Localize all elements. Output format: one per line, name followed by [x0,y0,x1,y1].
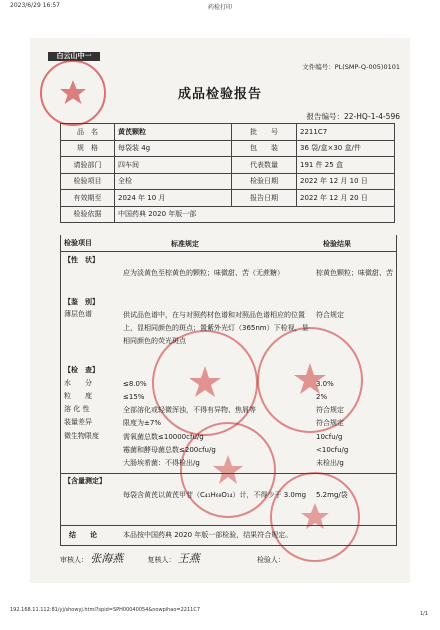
test-date-label: 检验日期 [232,173,297,190]
col-std-header: 标准规定 [171,240,199,248]
checker-signature: 王燕 [177,552,200,565]
micro-std: 大肠埃希菌：不得检出/g [123,459,200,467]
conclusion-text: 本品按中国药典 2020 年版一部检验，结果符合规定。 [123,531,293,539]
conclusion-label: 结 论 [69,531,97,539]
dept-value: 四车间 [115,157,232,174]
items-value: 全检 [115,173,232,190]
check-result: 2% [316,393,328,401]
check-item: 粒 度 [64,392,92,400]
micro-result: <10cfu/g [316,446,349,454]
conclusion-row [60,525,397,546]
check-result: 3.0% [316,380,334,388]
product-value: 黄芪颗粒 [115,124,232,141]
report-date-label: 报告日期 [232,190,297,207]
browser-datetime: 2023/6/29 16:57 [10,2,60,9]
pack-label: 包 装 [232,140,297,157]
expiry-value: 2024 年 10 月 [115,190,232,207]
check-std: ≤8.0% [123,380,147,388]
appearance-std: 应为淡黄色至棕黄色的颗粒；味微甜、苦（无蔗糖） [123,269,284,277]
assay-result: 5.2mg/袋 [316,491,348,499]
qty-label: 代表数量 [232,157,297,174]
pack-value: 36 袋/盒×30 盒/件 [297,140,395,157]
signature-row [60,550,285,566]
check-result: 符合规定 [316,406,344,414]
micro-std: 需氧菌总数≤10000cfu/g [123,433,204,441]
check-std: 全部溶化或轻微浑浊，不得有异物、焦屑等 [123,406,256,414]
page-count: 1/1 [419,611,428,617]
basis-value: 中国药典 2020 年版一部 [115,206,395,223]
checker-label: 复核人： [147,556,176,564]
micro-item: 微生物限度 [64,432,99,440]
report-number: 报告编号：22-HQ-1-4-596 [306,112,400,121]
file-number: 文件编号：PL(SMP-Q-005)0101 [302,63,400,71]
browser-tab-title: 药检打印 [207,4,232,11]
dept-label: 请验部门 [61,157,115,174]
check-section: 【检 查】 [64,366,99,374]
ident-std: 供试品色谱中，在与对照药材色谱和对照品色谱相应的位置上，显相同颜色的斑点；置紫外光灯（365nm）下检视，显相同颜色的荧光斑点 [123,311,309,345]
browser-url: 192.168.11.112:81/yj/showyj.html?spid=SPH00040054&nowpihao=2211C7 [10,607,201,613]
check-item: 溶 化 性 [64,405,90,413]
col-item-header: 检验项目 [64,239,92,247]
batch-value: 2211C7 [297,124,395,141]
check-std: 限度为±7% [123,419,161,427]
appearance-section: 【性 状】 [64,256,99,264]
spec-value: 每袋装 4g [115,140,232,157]
batch-label: 批 号 [232,124,297,141]
check-item: 装量差异 [64,418,92,426]
micro-std: 霉菌和酵母菌总数≤200cfu/g [123,446,216,454]
qty-value: 191 件 25 盒 [297,157,395,174]
spec-label: 规 格 [61,140,115,157]
assay-section: 【含量测定】 [64,477,106,485]
assay-std: 每袋含黄芪以黄芪甲苷（C₄₁H₆₈O₁₄）计，不得少于 3.0mg [123,491,307,499]
reviewer-signature: 张海燕 [90,552,124,565]
report-date-value: 2022 年 12 月 20 日 [297,190,395,207]
product-label: 品 名 [61,124,115,141]
report-title: 成品检验报告 [177,87,262,102]
check-result: 符合规定 [316,419,344,427]
ident-section: 【鉴 别】 [64,298,99,306]
test-results-table [60,235,397,526]
inspector-label: 检验人： [256,556,285,564]
quality-dept-stamp-top [38,58,108,128]
check-item: 水 分 [64,379,92,387]
test-date-value: 2022 年 12 月 10 日 [297,173,395,190]
ident-item: 薄层色谱 [64,310,92,318]
expiry-label: 有效期至 [61,190,115,207]
product-info-table [60,123,395,223]
check-std: ≤15% [123,393,145,401]
micro-result: 10cfu/g [316,433,343,441]
ident-result: 符合规定 [316,311,344,319]
reviewer-label: 审核人： [60,556,88,564]
company-logo: 白云山中一 [48,52,100,61]
col-result-header: 检验结果 [323,240,351,248]
appearance-result: 棕黄色颗粒；味微甜、苦 [316,269,393,277]
items-label: 检验项目 [61,173,115,190]
basis-label: 检验依据 [61,206,115,223]
micro-result: 未检出/g [316,459,344,467]
